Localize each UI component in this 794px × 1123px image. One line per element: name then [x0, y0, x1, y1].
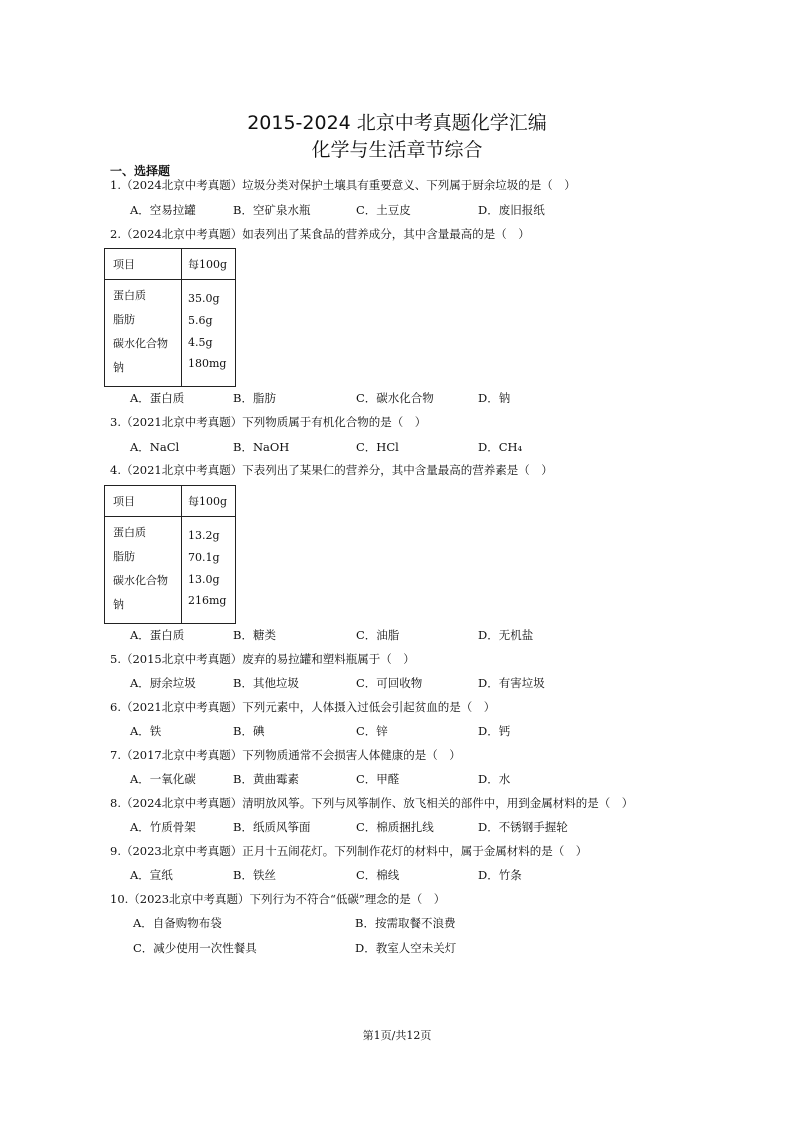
option-a: A．自备购物布袋 — [133, 916, 222, 930]
option-c: C．减少使用一次性餐具 — [133, 941, 257, 955]
option-c: C．可回收物 — [356, 676, 423, 690]
option-a: A．空易拉罐 — [130, 203, 196, 217]
option-c: C．碳水化合物 — [356, 391, 434, 405]
option-b: B．空矿泉水瓶 — [233, 203, 311, 217]
option-b: B．按需取餐不浪费 — [355, 916, 456, 930]
option-b: B．碘 — [233, 724, 265, 738]
table-cell-item: 钠 — [113, 361, 124, 374]
option-c: C．土豆皮 — [356, 203, 411, 217]
option-d: D．竹条 — [478, 868, 522, 882]
table-cell-value: 35.0g — [188, 292, 220, 305]
table-cell-value: 13.2g — [188, 529, 220, 542]
table-cell-item: 钠 — [113, 598, 124, 611]
table-cell-value: 5.6g — [188, 314, 213, 327]
table-header-value: 每100g — [188, 495, 228, 508]
question-stem: 6.（2021北京中考真题）下列元素中，人体摄入过低会引起贫血的是（ ） — [110, 700, 496, 714]
option-c: C．油脂 — [356, 628, 400, 642]
table-cell-value: 70.1g — [188, 551, 220, 564]
question-stem: 1.（2024北京中考真题）垃圾分类对保护土壤具有重要意义、下列属于厨余垃圾的是（ ） — [110, 178, 576, 192]
table-cell-value: 216mg — [188, 594, 227, 607]
document-title: 2015-2024 北京中考真题化学汇编 — [247, 112, 547, 134]
option-d: D．废旧报纸 — [478, 203, 545, 217]
table-cell-value: 13.0g — [188, 573, 220, 586]
option-d: D．水 — [478, 772, 511, 786]
section-heading: 一、选择题 — [110, 164, 171, 178]
option-c: C．棉质捆扎线 — [356, 820, 434, 834]
option-d: D．钠 — [478, 391, 511, 405]
table-cell-item: 蛋白质 — [113, 526, 146, 539]
nutrition-table — [104, 248, 236, 387]
option-d: D．无机盐 — [478, 628, 534, 642]
question-stem: 10.（2023北京中考真题）下列行为不符合“低碳”理念的是（ ） — [110, 892, 446, 906]
option-c: C．甲醛 — [356, 772, 400, 786]
option-a: A．厨余垃圾 — [130, 676, 196, 690]
table-cell-item: 脂肪 — [113, 550, 135, 563]
option-b: B．黄曲霉素 — [233, 772, 299, 786]
option-d: D．钙 — [478, 724, 511, 738]
option-d: D．CH₄ — [478, 440, 523, 454]
option-d: D．教室人空未关灯 — [355, 941, 457, 955]
page-footer: 第1页/共12页 — [362, 1029, 432, 1042]
option-a: A．蛋白质 — [130, 391, 185, 405]
table-cell-value: 4.5g — [188, 336, 213, 349]
table-header-item: 项目 — [113, 495, 135, 508]
option-b: B．脂肪 — [233, 391, 276, 405]
table-cell-item: 蛋白质 — [113, 289, 146, 302]
option-d: D．不锈钢手握轮 — [478, 820, 568, 834]
question-stem: 8.（2024北京中考真题）清明放风筝。下列与风筝制作、放飞相关的部件中，用到金属材料的是（ ） — [110, 796, 634, 810]
option-a: A．蛋白质 — [130, 628, 185, 642]
nutrition-table — [104, 485, 236, 624]
question-stem: 9.（2023北京中考真题）正月十五闹花灯。下列制作花灯的材料中，属于金属材料的是（ ） — [110, 844, 588, 858]
question-stem: 2.（2024北京中考真题）如表列出了某食品的营养成分，其中含量最高的是（ ） — [110, 227, 530, 241]
option-b: B．NaOH — [233, 440, 290, 454]
table-cell-value: 180mg — [188, 357, 227, 370]
option-d: D．有害垃圾 — [478, 676, 545, 690]
option-c: C．锌 — [356, 724, 388, 738]
option-b: B．铁丝 — [233, 868, 276, 882]
option-b: B．其他垃圾 — [233, 676, 299, 690]
option-a: A．铁 — [130, 724, 162, 738]
table-header-item: 项目 — [113, 258, 135, 271]
question-stem: 7.（2017北京中考真题）下列物质通常不会损害人体健康的是（ ） — [110, 748, 461, 762]
table-cell-item: 碳水化合物 — [113, 337, 168, 350]
option-a: A．竹质骨架 — [130, 820, 196, 834]
table-header-value: 每100g — [188, 258, 228, 271]
question-stem: 3.（2021北京中考真题）下列物质属于有机化合物的是（ ） — [110, 415, 427, 429]
document-subtitle: 化学与生活章节综合 — [311, 139, 483, 161]
option-c: C．HCl — [356, 440, 399, 454]
option-a: A．宣纸 — [130, 868, 173, 882]
option-a: A．NaCl — [130, 440, 180, 454]
table-cell-item: 碳水化合物 — [113, 574, 168, 587]
option-a: A．一氧化碳 — [130, 772, 196, 786]
option-c: C．棉线 — [356, 868, 400, 882]
option-b: B．糖类 — [233, 628, 276, 642]
option-b: B．纸质风筝面 — [233, 820, 311, 834]
question-stem: 5.（2015北京中考真题）废弃的易拉罐和塑料瓶属于（ ） — [110, 652, 415, 666]
question-stem: 4.（2021北京中考真题）下表列出了某果仁的营养分，其中含量最高的营养素是（ ） — [110, 463, 553, 477]
table-cell-item: 脂肪 — [113, 313, 135, 326]
